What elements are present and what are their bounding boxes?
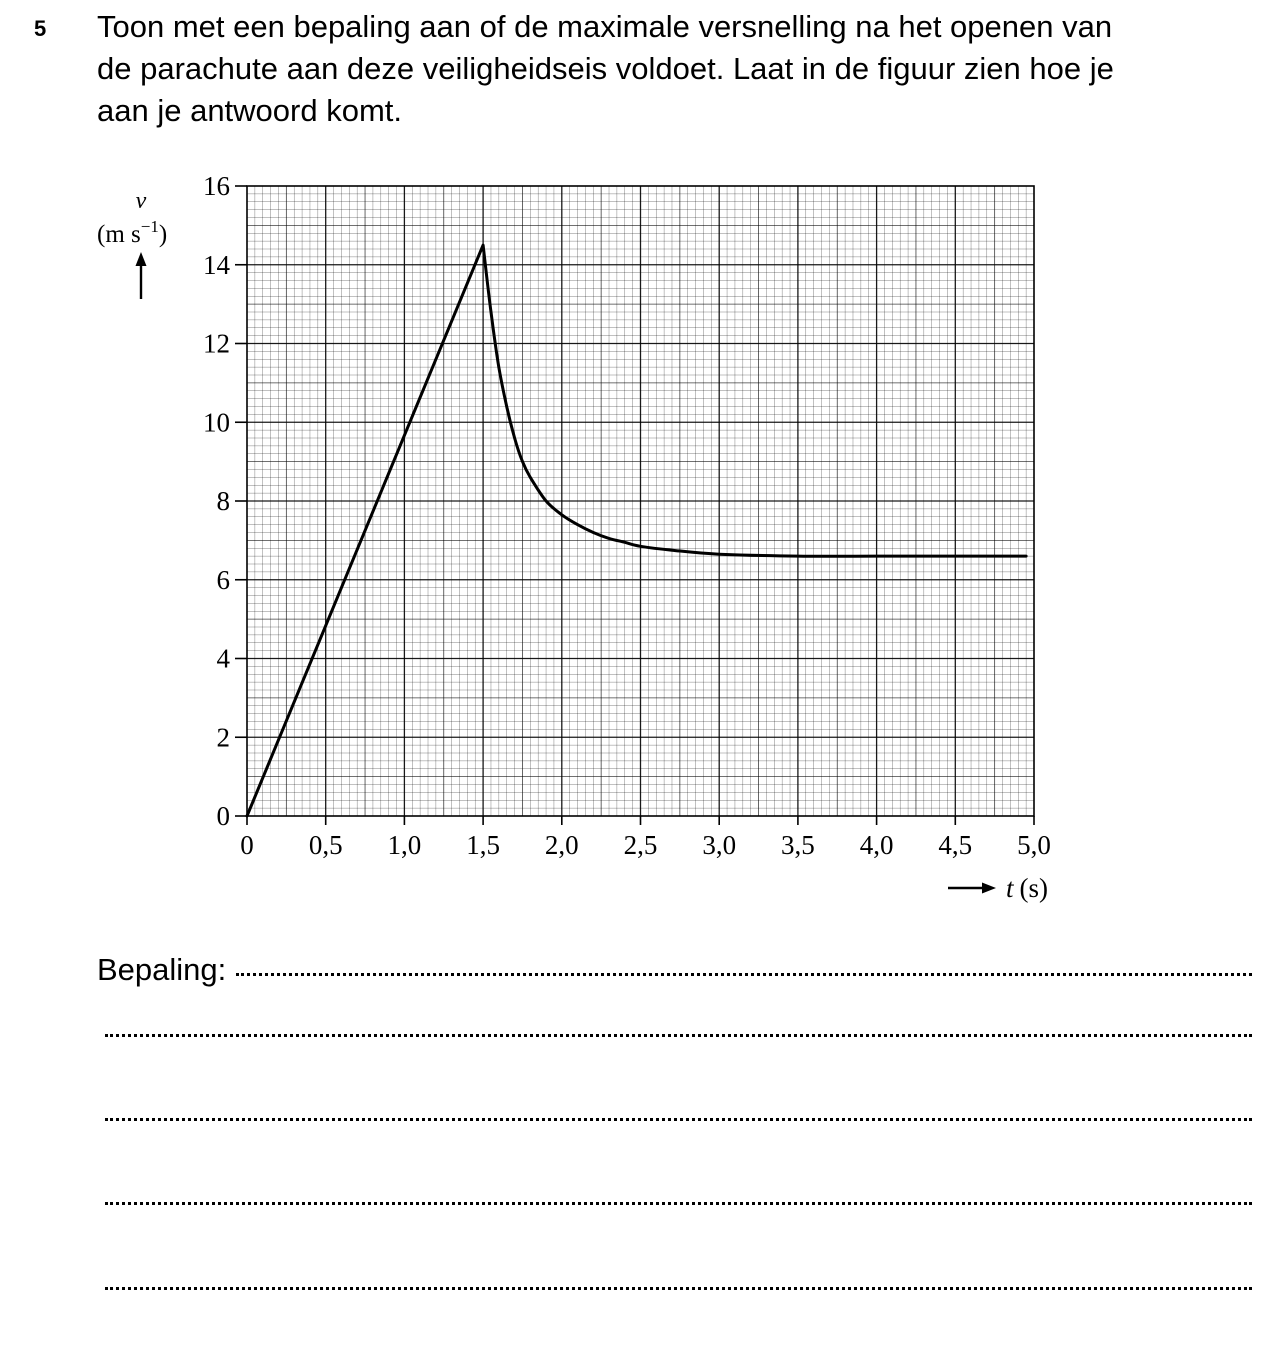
x-tick-label: 4,0 — [859, 830, 894, 860]
answer-line-1[interactable] — [97, 952, 1252, 988]
x-tick-label: 5,0 — [1017, 830, 1051, 860]
y-axis-unit-close: ) — [158, 221, 168, 248]
answer-dotted-line — [105, 1287, 1252, 1290]
y-tick-label: 6 — [216, 564, 230, 595]
y-tick-labels — [203, 171, 231, 831]
x-tick-label: 2,5 — [623, 830, 658, 860]
x-axis-symbol: t — [1006, 873, 1014, 903]
x-tick-label: 4,5 — [938, 830, 973, 860]
x-tick-label: 0 — [240, 830, 254, 860]
x-tick-label: 2,0 — [544, 830, 579, 860]
answer-line-4[interactable] — [97, 1206, 1252, 1209]
velocity-curve — [247, 245, 1026, 816]
question-number: 5 — [34, 16, 47, 41]
y-tick-label: 2 — [216, 722, 230, 753]
answer-dotted-line — [105, 1034, 1252, 1037]
y-tick-label: 16 — [203, 171, 230, 201]
y-tick-label: 8 — [216, 486, 230, 516]
y-axis-unit-base: (m s — [97, 221, 141, 248]
y-axis-symbol: v — [135, 188, 147, 214]
x-tick-label: 3,0 — [702, 830, 737, 860]
x-tick-label: 3,5 — [781, 830, 815, 860]
x-tick-label: 1,5 — [466, 830, 500, 860]
x-axis-unit: (s) — [1019, 873, 1049, 903]
y-tick-label: 4 — [216, 643, 230, 674]
y-tick-label: 12 — [203, 328, 230, 359]
answer-dotted-line — [236, 973, 1252, 976]
answer-line-3[interactable] — [97, 1122, 1252, 1125]
y-axis-arrow-icon — [136, 252, 147, 299]
x-tick-label: 1,0 — [387, 830, 422, 860]
x-tick-label: 0,5 — [308, 830, 343, 860]
x-axis-arrow-icon — [948, 883, 996, 894]
y-tick-label: 0 — [216, 801, 230, 831]
y-axis-unit-exponent: −1 — [140, 217, 159, 236]
x-axis-title — [1006, 873, 1048, 903]
y-tick-label: 10 — [203, 407, 230, 438]
answer-label: Bepaling: — [97, 952, 227, 987]
answer-dotted-line — [105, 1202, 1252, 1205]
question-line-1: Toon met een bepaling aan of de maximale versnelling na het openen van — [97, 9, 1113, 44]
question-line-3: aan je antwoord komt. — [97, 93, 403, 128]
question-line-2: de parachute aan deze veiligheidseis voldoet. Laat in de figuur zien hoe je — [97, 51, 1114, 86]
answer-line-5[interactable] — [97, 1291, 1252, 1294]
y-axis-unit — [97, 217, 167, 248]
answer-line-2[interactable] — [97, 1038, 1252, 1041]
y-tick-label: 14 — [203, 249, 230, 280]
x-tick-labels — [240, 830, 1051, 860]
answer-dotted-line — [105, 1118, 1252, 1121]
